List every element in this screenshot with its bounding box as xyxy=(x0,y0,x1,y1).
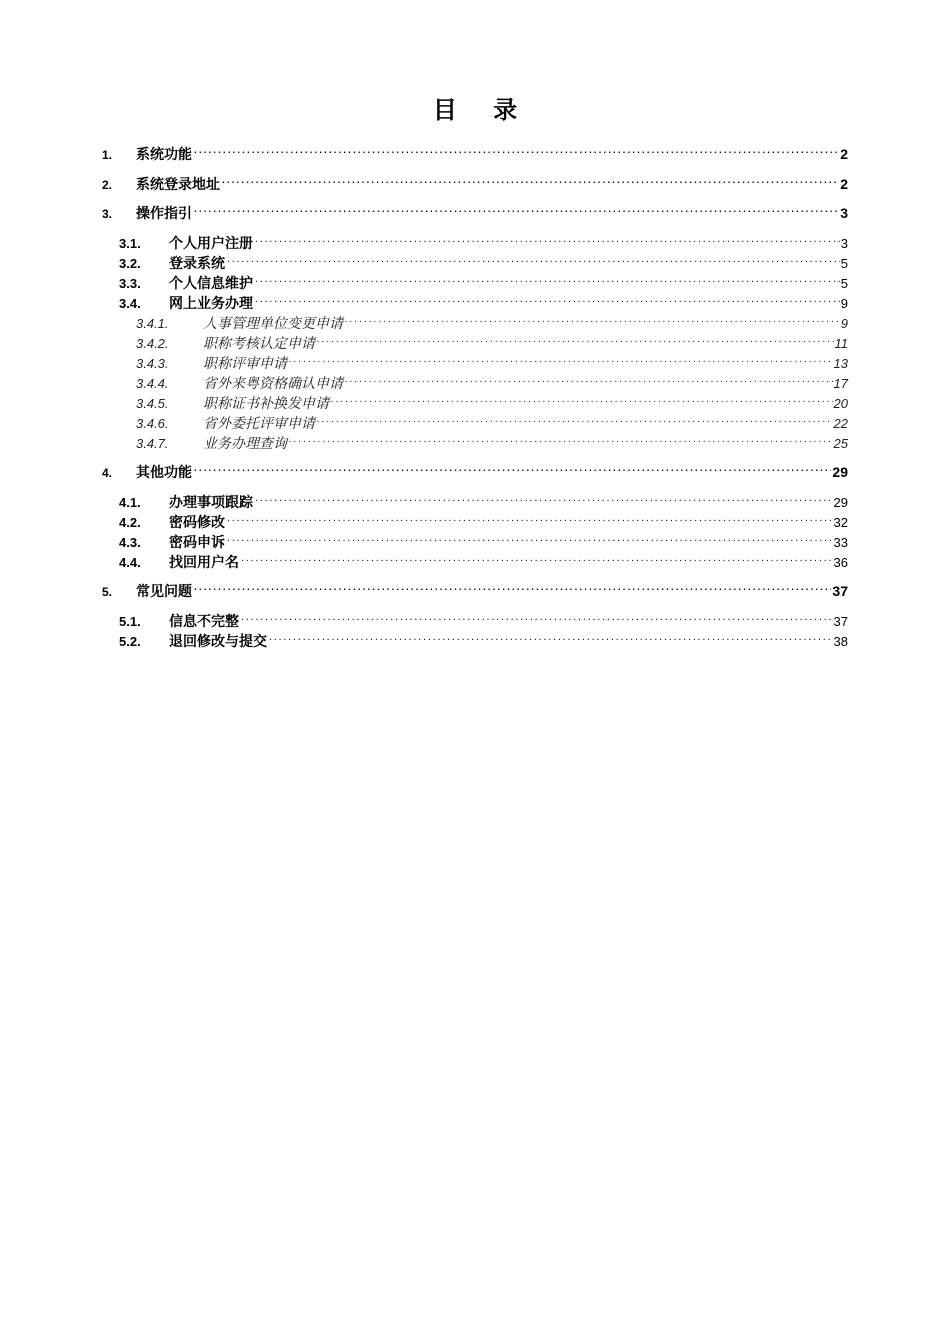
toc-entry-number: 3.4.6. xyxy=(136,415,169,431)
toc-entry-page: 25 xyxy=(833,435,848,451)
toc-entry-number: 4.3. xyxy=(119,534,141,550)
toc-entry-page: 2 xyxy=(840,175,848,192)
toc-entry-page: 17 xyxy=(833,375,848,391)
toc-entry-page: 3 xyxy=(840,235,848,251)
toc-entry[interactable] xyxy=(102,144,848,164)
toc-entry-title: 系统登录地址 xyxy=(136,175,220,192)
toc-entry-number: 1. xyxy=(102,148,113,162)
toc-entry-title: 找回用户名 xyxy=(169,553,239,570)
toc-entry-page: 20 xyxy=(833,395,848,411)
toc-entry-number: 3.4.4. xyxy=(136,375,169,391)
toc-entry-title: 个人用户注册 xyxy=(169,234,253,251)
toc-entry-number: 3.4.1. xyxy=(136,315,169,331)
toc-entry-number: 3.4.2. xyxy=(136,335,169,351)
toc-entry-number: 3.4.3. xyxy=(136,355,169,371)
toc-entry-title: 职称证书补换发申请 xyxy=(203,394,329,411)
toc-entry-title: 其他功能 xyxy=(136,464,192,480)
toc-entry-title: 办理事项跟踪 xyxy=(169,493,253,510)
toc-entry-number: 4.2. xyxy=(119,514,141,530)
toc-entry-title: 常见问题 xyxy=(136,583,192,599)
toc-entry-number: 3.3. xyxy=(119,275,141,291)
toc-entry[interactable] xyxy=(102,433,848,453)
toc-entry-title: 职称考核认定申请 xyxy=(203,334,315,351)
toc-dot-leader xyxy=(193,459,831,482)
toc-entry-page: 11 xyxy=(834,335,848,351)
toc-dot-leader xyxy=(193,578,831,601)
toc-dot-leader xyxy=(268,628,833,651)
toc-entry-number: 3.4. xyxy=(119,295,141,311)
toc-entry-page: 9 xyxy=(840,315,848,331)
toc-entry-page: 37 xyxy=(833,613,848,629)
toc-entry[interactable] xyxy=(102,581,848,601)
toc-dot-leader xyxy=(221,171,839,194)
toc-entry-number: 3.4.7. xyxy=(136,435,169,451)
toc-entry-title: 省外委托评审申请 xyxy=(203,414,315,431)
toc-entry-number: 5.2. xyxy=(119,633,141,649)
toc-entry-title: 个人信息维护 xyxy=(169,274,253,291)
toc-entry[interactable] xyxy=(102,631,848,651)
toc-entry[interactable] xyxy=(102,174,848,194)
toc-entry-page: 38 xyxy=(833,633,848,649)
toc-dot-leader xyxy=(193,141,839,164)
toc-entry-page: 22 xyxy=(833,415,848,431)
toc-entry-number: 4.1. xyxy=(119,494,141,510)
toc-entry-number: 5. xyxy=(102,585,113,599)
toc-entry-page: 5 xyxy=(840,275,848,291)
toc-entry-number: 4. xyxy=(102,466,113,480)
toc-entry-page: 9 xyxy=(840,295,848,311)
toc-entry-number: 4.4. xyxy=(119,554,141,570)
toc-entry[interactable] xyxy=(102,552,848,572)
toc-entry-title: 网上业务办理 xyxy=(169,294,253,311)
toc-entry-page: 33 xyxy=(833,534,848,550)
toc-entry-number: 3.1. xyxy=(119,235,141,251)
toc-entry-title: 人事管理单位变更申请 xyxy=(203,314,343,331)
toc-entry-title: 系统功能 xyxy=(136,146,192,162)
toc-entry-page: 29 xyxy=(832,464,848,480)
toc-entry[interactable] xyxy=(102,203,848,223)
toc-dot-leader xyxy=(288,430,833,453)
toc-entry-title: 退回修改与提交 xyxy=(169,632,267,649)
toc-entry-title: 业务办理查询 xyxy=(203,434,287,451)
toc-entry-number: 2. xyxy=(102,177,113,192)
toc-entry-number: 5.1. xyxy=(119,613,141,629)
table-of-contents xyxy=(102,144,848,651)
toc-dot-leader xyxy=(193,200,839,223)
toc-entry-page: 13 xyxy=(833,355,848,371)
toc-entry-page: 5 xyxy=(840,255,848,271)
toc-entry-page: 2 xyxy=(840,146,848,162)
page-title: 目 录 xyxy=(432,96,532,124)
toc-entry-page: 32 xyxy=(833,514,848,530)
toc-entry-page: 36 xyxy=(833,554,848,570)
toc-entry-page: 29 xyxy=(833,494,848,510)
toc-entry-number: 3.4.5. xyxy=(136,395,169,411)
toc-entry-title: 省外来粤资格确认申请 xyxy=(203,374,343,391)
toc-entry-title: 密码申诉 xyxy=(169,533,225,550)
toc-entry-title: 登录系统 xyxy=(169,254,225,271)
toc-entry-title: 密码修改 xyxy=(169,513,225,530)
toc-entry-page: 37 xyxy=(832,583,848,599)
toc-entry-title: 操作指引 xyxy=(136,205,192,221)
toc-entry-page: 3 xyxy=(840,205,848,221)
toc-entry-title: 职称评审申请 xyxy=(203,354,287,371)
toc-entry[interactable] xyxy=(102,462,848,482)
toc-entry-number: 3.2. xyxy=(119,255,141,271)
toc-entry-number: 3. xyxy=(102,207,113,221)
toc-dot-leader xyxy=(240,549,833,572)
toc-entry-title: 信息不完整 xyxy=(169,612,239,629)
